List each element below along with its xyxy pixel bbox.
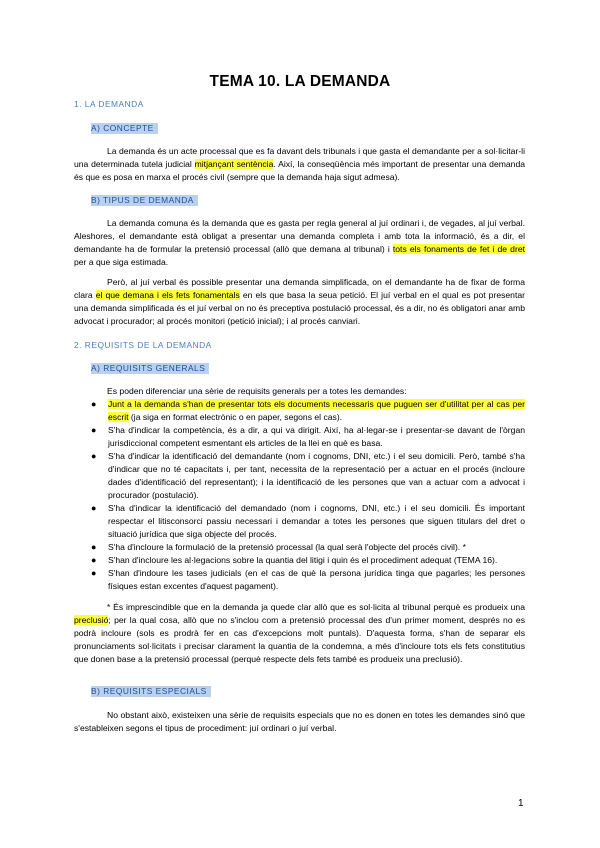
text-run: S'han d'indoure les tases judicials (en el cas de què la persona jurídica tinga que pagarles; les persones físiques estan excentes d'aquest pagament). [108, 568, 525, 591]
text-run: * És imprescindible que en la demanda ja quede clar allò que es sol·licita al tribunal perquè es produeix una [107, 602, 525, 612]
text-run: S'ha d'indicar la identificació del demandado (nom i cognoms, DNI, etc.) i el seu domicili. És important respectar el litisconsorci passiu necessari i demandar a totes les persones que siguen titulars del dret o situació jurídica que siga objecte del procés. [108, 503, 525, 539]
bullet-icon: ● [91, 542, 97, 552]
text-run: No obstant això, existeixen una sèrie de requisits especials que no es donen en totes les demandes sinó que s'estableixen segons el tipus de procediment: juí ordinari o juí verbal. [74, 710, 525, 733]
text-run: La demanda és un acte processal que es fa davant dels tribunals i que gasta el demandante per a sol·licitar-li una determinada tutela judicial [74, 146, 525, 169]
bullet-icon: ● [91, 399, 97, 409]
bullet-icon: ● [91, 503, 97, 513]
subsection-heading-tipus: B) TIPUS DE DEMANDA [91, 195, 198, 206]
paragraph-footnote [74, 601, 525, 666]
paragraph-especials [74, 709, 525, 735]
text-run: (ja siga en format electrònic o en paper, segons el cas). [128, 412, 343, 422]
highlighted-text: preclusió [74, 615, 109, 625]
subsection-heading-generals: A) REQUISITS GENERALS [91, 363, 209, 374]
bullet-icon: ● [91, 451, 97, 461]
text-run: . Així, la conseqüència més important de presentar una demanda és que es posa en marxa el procés civil (sempre que la demanda haja sigut admesa). [74, 159, 526, 182]
paragraph-tipus-2 [74, 276, 525, 328]
highlighted-text: Junt a la demanda s'han de presentar tots els documents necessaris que puguen ser d'utilitat per al cas per escrit [108, 399, 525, 422]
page-title: TEMA 10. LA DEMANDA [209, 73, 391, 90]
list-item [74, 398, 525, 424]
list-item [74, 502, 525, 541]
text-run: ; per la qual cosa, allò que no s'inclou com a pretensió processal des d'un primer moment, després no es podrà incloure (sols es prodrà fer en cas d'excepcions molt puntals). D'aquesta forma, s'han de separar els pronunciaments sol·licitats i precisar clarament la quantia de la condemna, a més d'incloure tots els fets constitutius que donen base a la pretensió processal (perquè respecte dels fets també es produeix una preclusió). [74, 615, 525, 664]
subsection-heading-especials: B) REQUISITS ESPECIALS [91, 686, 211, 697]
text-run: S'ha d'indicar la competència, és a dir, a qui va dirigit. Així, ha al·legar-se i presentar-se davant de l'òrgan jurisdiccional competent esmentant els articles de la llei en què es basa. [108, 425, 525, 448]
text-run: Es poden diferenciar una sèrie de requisits generals per a totes les demandes: [107, 386, 407, 396]
text-run: S'han d'incloure les al·legacions sobre la quantia del litigi i quin és el procediment adequat (TEMA 16). [108, 555, 498, 565]
highlighted-text: tots els fonaments de fet i de dret [392, 244, 525, 254]
text-run: en els que basa la seua petició. El juí verbal en el qual es pot presentar una demanda simplificada és el juí verbal on no és preceptiva postulació processal, és a dir, no és obligatori anar amb advocat i procurador; al procés monitori (petició inicial); i al procés canviari. [74, 290, 525, 326]
text-run: per a que siga estimada. [74, 257, 169, 267]
section-heading-1: 1. LA DEMANDA [74, 99, 144, 109]
text-run: S'ha d'indicar la identificació del demandante (nom i cognoms, DNI, etc.) i el seu domicili. Però, també s'ha d'indicar que no té capacitats i, per tant, necessita de la representació per a actuar en el procés (incloure dades d'identificació del representant); i la identificació de les persones que van a actuar com a advocat i procurador (postulació). [108, 451, 525, 500]
text-run: Però, al juí verbal és possible presentar una demanda simplificada, on el demandante ha de fixar de forma clara [74, 277, 525, 300]
list-item [74, 567, 525, 593]
paragraph-concepte [74, 145, 525, 184]
bullet-icon: ● [91, 425, 97, 435]
list-item [74, 541, 525, 554]
list-item [74, 450, 525, 502]
page-number: 1 [518, 798, 524, 809]
highlighted-text: el que demana i els fets fonamentals [95, 290, 240, 300]
section-heading-2: 2. REQUISITS DE LA DEMANDA [74, 340, 212, 350]
list-item [74, 424, 525, 450]
bullet-icon: ● [91, 555, 97, 565]
paragraph-generals-intro [74, 385, 525, 398]
list-item [74, 554, 525, 567]
bullet-icon: ● [91, 568, 97, 578]
highlighted-text: mitjançant sentència [194, 159, 274, 169]
text-run: La demanda comuna és la demanda que es gasta per regla general al juí ordinari i, de vegades, al juí verbal. Aleshores, el demandante està obligat a presentar una demanda completa i amb tota la informació, és a dir, el demandante ha de formular la pretensió processal (allò que demana al tribunal) i [74, 218, 525, 254]
text-run: S'ha d'incloure la formulació de la pretensió processal (la qual serà l'objecte del procés civil). * [108, 542, 466, 552]
paragraph-tipus-1 [74, 217, 525, 269]
subsection-heading-concepte: A) CONCEPTE [91, 123, 158, 134]
requirements-list [74, 398, 525, 593]
